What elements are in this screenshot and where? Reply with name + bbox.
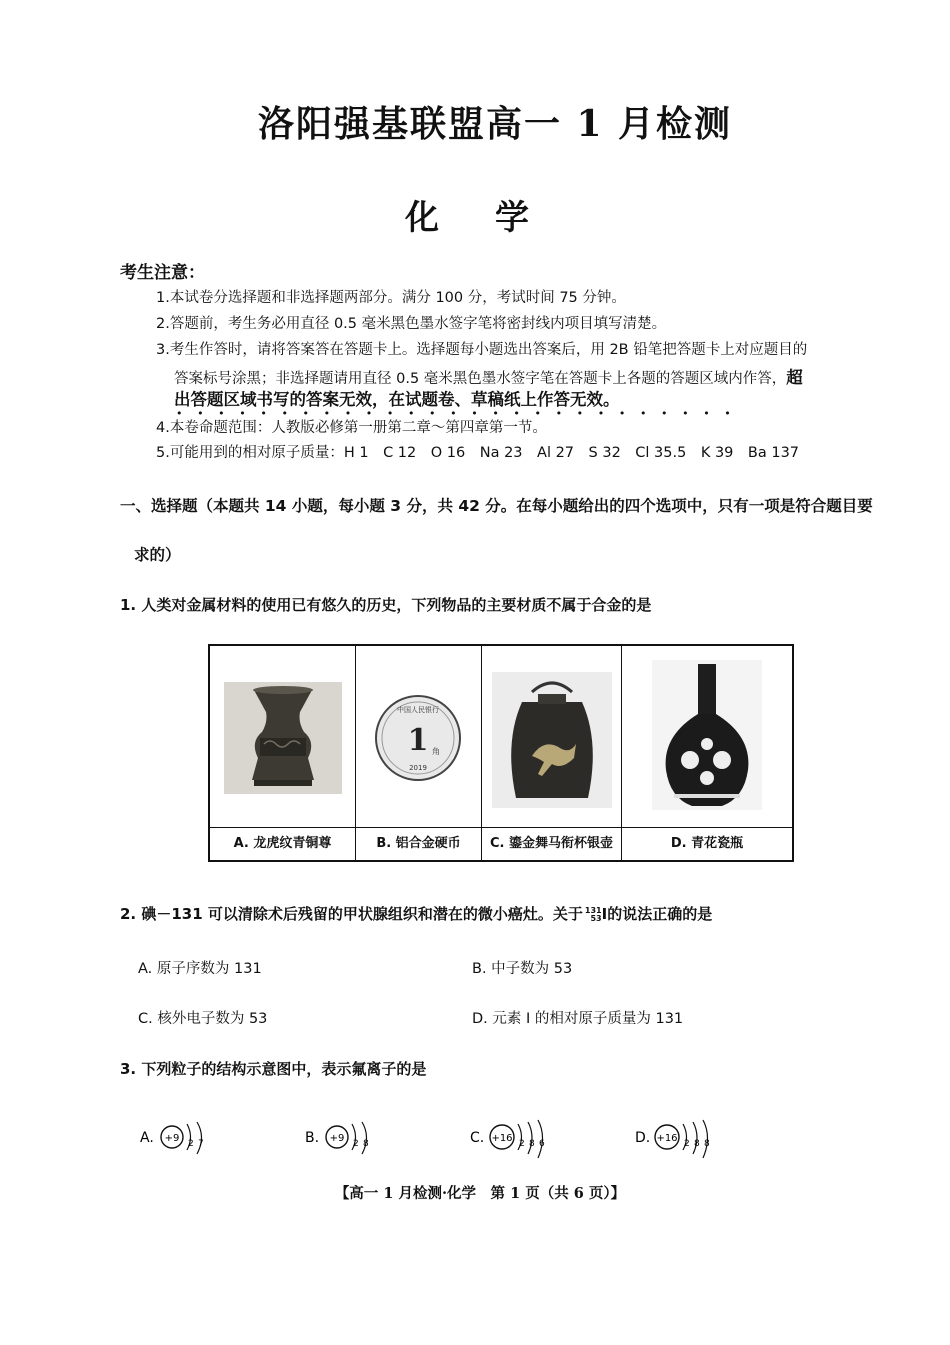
notice-item-1: 1.本试卷分选择题和非选择题两部分。满分 100 分，考试时间 75 分钟。 [156,290,626,306]
question-3-option-a [140,1118,230,1166]
atom-a-shell-2: 7 [198,1139,204,1149]
coin-year: 2019 [409,764,427,772]
notice-heading: 考生注意： [120,263,205,283]
atom-d-shell-3: 8 [704,1139,710,1149]
exam-subject: 化学 [405,198,585,238]
atom-d-label: D. [635,1130,651,1146]
coin-value: 1 [407,723,429,758]
isotope-mass: 131 [584,905,602,915]
question-2-option-b: B. 中子数为 53 [472,961,573,977]
question-3-option-c [470,1118,570,1166]
atom-d-nucleus: +16 [656,1133,678,1144]
option-b-cell [356,646,482,860]
option-a-cell [210,646,356,860]
atom-a-shell-1: 2 [188,1139,194,1149]
atom-c-shell-1: 2 [519,1139,525,1149]
atom-c-shell-3: 6 [539,1139,545,1149]
notice-item-3: 3.考生作答时，请将答案答在答题卡上。选择题每小题选出答案后，用 2B 铅笔把答题卡上对应题目的 [156,342,808,358]
page-footer: 【高一 1 月检测·化学 第 1 页（共 6 页）】 [334,1185,626,1202]
atom-diagram-c [470,1118,570,1162]
atom-b-shell-1: 2 [353,1139,359,1149]
notice-item-3-cont [174,364,803,388]
notice-item-3-line2: 答案标号涂黑；非选择题请用直径 0.5 毫米黑色墨水签字笔在答题卡上各题的答题区域内作答， [174,371,787,387]
option-c-cell [482,646,622,860]
atom-d-shell-1: 2 [684,1139,690,1149]
atom-a-nucleus: +9 [164,1133,180,1144]
atom-c-nucleus: +16 [491,1133,513,1144]
atom-d-shell-2: 8 [694,1139,700,1149]
question-2-stem-pre: 2. 碘－131 可以清除术后残留的甲状腺组织和潜在的微小癌灶。关于 [120,905,583,923]
notice-item-2: 2.答题前，考生务必用直径 0.5 毫米黑色墨水签字笔将密封线内项目填写清楚。 [156,316,667,332]
atom-diagram-b [305,1118,395,1162]
porcelain-vase-image [652,660,762,810]
exam-title: 洛阳强基联盟高一 1 月检测 [257,103,733,145]
isotope-symbol: I [601,905,608,923]
option-d-caption: D. 青花瓷瓶 [622,827,792,860]
question-3-stem: 3. 下列粒子的结构示意图中，表示氟离子的是 [120,1060,427,1078]
option-a-caption: A. 龙虎纹青铜尊 [210,827,355,860]
atom-b-shell-2: 8 [363,1139,369,1149]
atom-c-shell-2: 8 [529,1139,535,1149]
notice-item-5: 5.可能用到的相对原子质量：H 1 C 12 O 16 Na 23 Al 27 S 32 Cl 35.5 K 39 Ba 137 [156,445,800,461]
atom-b-label: B. [305,1130,320,1146]
question-2-stem [120,903,712,924]
atom-diagram-d [635,1118,735,1162]
question-3-option-d [635,1118,735,1166]
option-d-cell [622,646,792,860]
atom-diagram-a [140,1118,230,1162]
coin-top-text: 中国人民银行 [397,706,439,714]
option-b-caption: B. 铝合金硬币 [356,827,481,860]
isotope-numbers [585,907,602,923]
atom-a-label: A. [140,1130,154,1146]
question-2-option-c: C. 核外电子数为 53 [138,1011,268,1027]
atom-b-nucleus: +9 [329,1133,345,1144]
question-2-option-a: A. 原子序数为 131 [138,961,262,977]
question-2-stem-post: 的说法正确的是 [607,905,713,923]
question-1-stem: 1. 人类对金属材料的使用已有悠久的历史，下列物品的主要材质不属于合金的是 [120,596,652,614]
section-heading-line2: 求的） [134,546,181,564]
notice-item-3-emph-start: 超 [786,368,803,387]
silver-pot-image [492,672,612,808]
notice-item-4: 4.本卷命题范围：人教版必修第一册第二章～第四章第一节。 [156,420,547,436]
emphasis-dots: ••••••••••••••••••••••••••• [176,407,746,420]
notice-item-3-emphasis: 出答题区域书写的答案无效，在试题卷、草稿纸上作答无效。 [174,390,620,409]
coin-unit: 角 [432,747,440,756]
isotope-number: 53 [590,913,602,923]
question-1-image-table [208,644,794,862]
atom-c-label: C. [470,1130,485,1146]
coin-image [370,674,466,802]
option-c-caption: C. 鎏金舞马衔杯银壶 [482,827,621,860]
bronze-zun-image [224,682,342,794]
section-heading-line1: 一、选择题（本题共 14 小题，每小题 3 分，共 42 分。在每小题给出的四个选项中，只有一项是符合题目要 [120,497,873,515]
question-3-option-b [305,1118,395,1166]
question-2-option-d: D. 元素 I 的相对原子质量为 131 [472,1011,684,1027]
